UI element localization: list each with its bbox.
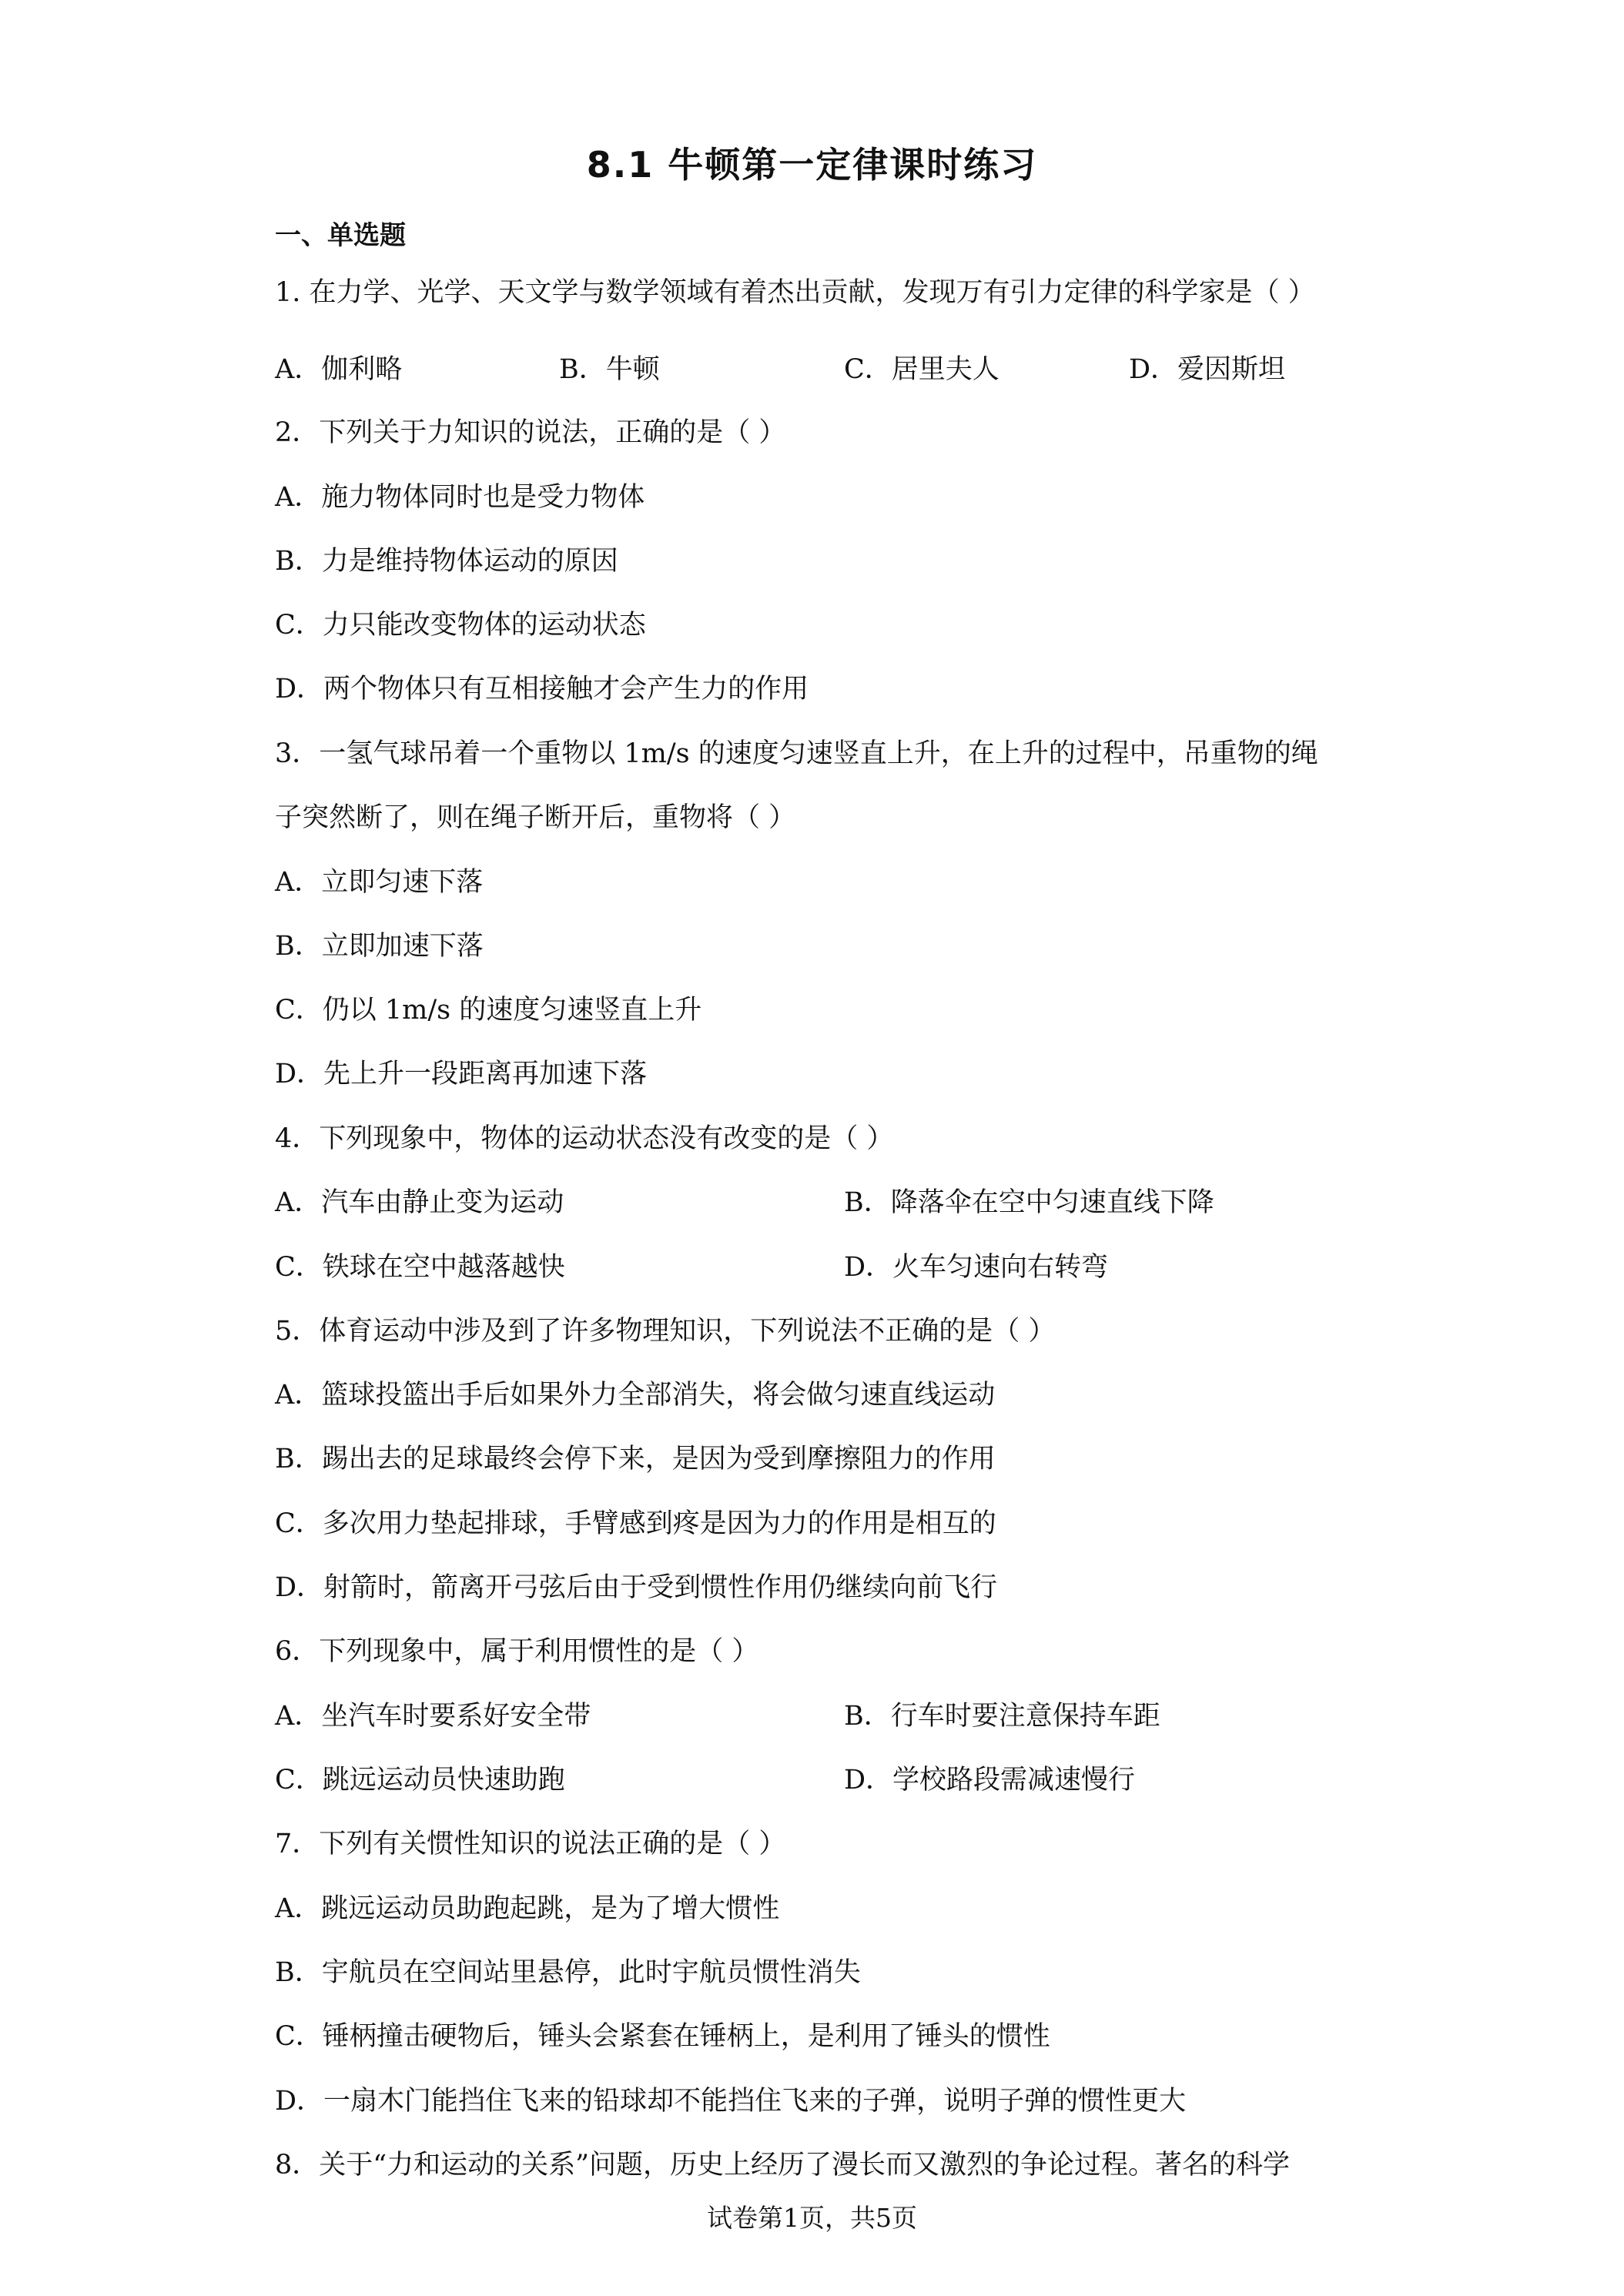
question-7-option-d: D．一扇木门能挡住飞来的铅球却不能挡住飞来的子弹，说明子弹的惯性更大	[275, 2086, 1187, 2117]
question-1-option-c: C．居里夫人	[844, 354, 1000, 385]
question-7-option-a: A．跳远运动员助跑起跳，是为了增大惯性	[275, 1893, 780, 1924]
question-6-stem: 6．下列现象中，属于利用惯性的是（ ）	[275, 1636, 759, 1667]
question-6-option-d: D．学校路段需减速慢行	[844, 1765, 1136, 1796]
question-6-option-b: B．行车时要注意保持车距	[844, 1701, 1160, 1732]
question-2-stem: 2．下列关于力知识的说法，正确的是（ ）	[275, 417, 786, 448]
question-3-option-a: A．立即匀速下落	[275, 867, 484, 898]
question-7-option-c: C．锤柄撞击硬物后，锤头会紧套在锤柄上，是利用了锤头的惯性	[275, 2021, 1050, 2052]
page-footer: 试卷第1页，共5页	[707, 2203, 917, 2233]
question-3-option-c: C．仍以 1m/s 的速度匀速竖直上升	[275, 995, 702, 1026]
question-5-stem: 5．体育运动中涉及到了许多物理知识，下列说法不正确的是（ ）	[275, 1316, 1056, 1347]
question-4-option-b: B．降落伞在空中匀速直线下降	[844, 1187, 1214, 1218]
question-5-option-c: C．多次用力垫起排球，手臂感到疼是因为力的作用是相互的	[275, 1508, 996, 1539]
page-title: 8.1 牛顿第一定律课时练习	[586, 144, 1038, 186]
question-2-option-d: D．两个物体只有互相接触才会产生力的作用	[275, 674, 809, 705]
question-5-option-b: B．踢出去的足球最终会停下来，是因为受到摩擦阻力的作用	[275, 1444, 996, 1474]
question-8-stem: 8．关于“力和运动的关系”问题，历史上经历了漫长而又激烈的争论过程。著名的科学	[275, 2150, 1291, 2181]
question-5-option-a: A．篮球投篮出手后如果外力全部消失，将会做匀速直线运动	[275, 1380, 996, 1411]
question-3-stem-line-2: 子突然断了，则在绳子断开后，重物将（ ）	[275, 802, 796, 833]
question-4-option-c: C．铁球在空中越落越快	[275, 1252, 565, 1283]
question-3-option-b: B．立即加速下落	[275, 931, 484, 962]
question-4-option-a: A．汽车由静止变为运动	[275, 1187, 564, 1218]
question-6-option-a: A．坐汽车时要系好安全带	[275, 1701, 591, 1732]
question-2-option-a: A．施力物体同时也是受力物体	[275, 482, 645, 513]
question-5-option-d: D．射箭时，箭离开弓弦后由于受到惯性作用仍继续向前飞行	[275, 1572, 998, 1603]
question-7-stem: 7．下列有关惯性知识的说法正确的是（ ）	[275, 1829, 786, 1859]
question-1-option-a: A．伽利略	[275, 354, 403, 385]
question-4-option-d: D．火车匀速向右转弯	[844, 1252, 1109, 1283]
question-3-option-d: D．先上升一段距离再加速下落	[275, 1059, 648, 1089]
question-1-option-b: B．牛顿	[559, 354, 660, 385]
question-4-stem: 4．下列现象中，物体的运动状态没有改变的是（ ）	[275, 1123, 894, 1154]
section-heading: 一、单选题	[275, 220, 406, 251]
question-7-option-b: B．宇航员在空间站里悬停，此时宇航员惯性消失	[275, 1957, 861, 1988]
question-1-stem: 1. 在力学、光学、天文学与数学领域有着杰出贡献，发现万有引力定律的科学家是（ ）	[275, 277, 1315, 308]
question-2-option-b: B．力是维持物体运动的原因	[275, 546, 618, 577]
question-2-option-c: C．力只能改变物体的运动状态	[275, 610, 646, 641]
question-6-option-c: C．跳远运动员快速助跑	[275, 1765, 565, 1796]
question-1-option-d: D．爱因斯坦	[1129, 354, 1286, 385]
question-3-stem-line-1: 3．一氢气球吊着一个重物以 1m/s 的速度匀速竖直上升，在上升的过程中，吊重物的绳	[275, 738, 1318, 769]
